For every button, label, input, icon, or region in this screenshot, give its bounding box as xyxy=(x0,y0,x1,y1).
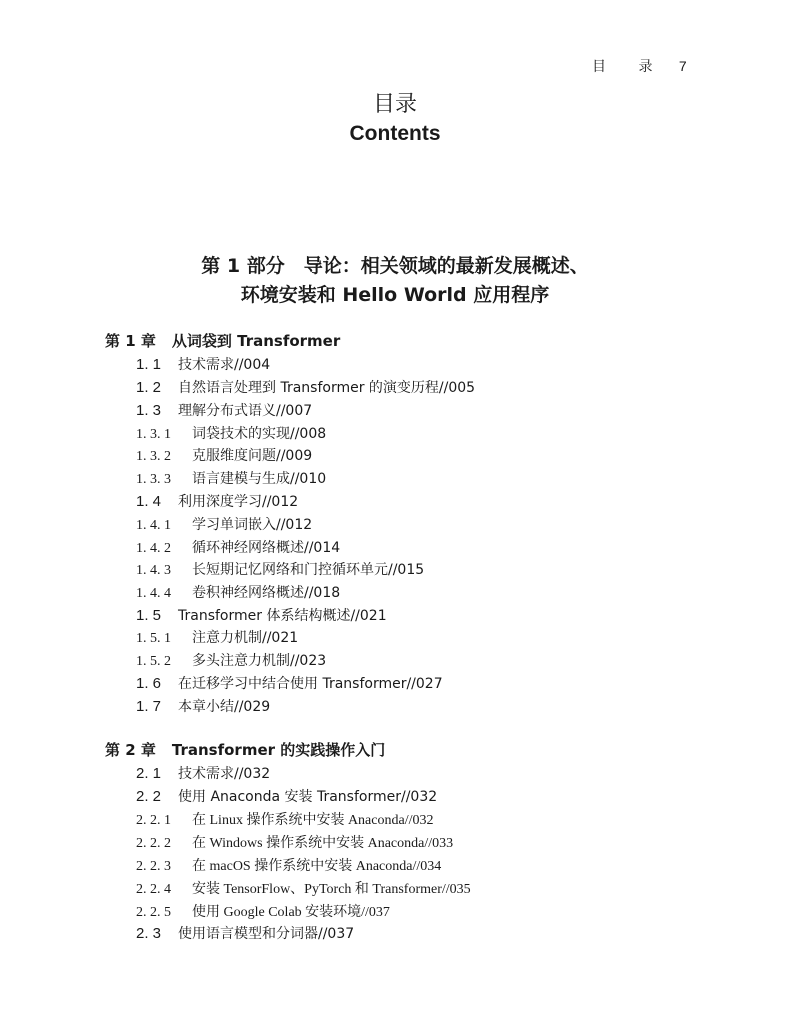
toc-entry xyxy=(136,493,298,511)
toc-entry xyxy=(136,539,340,558)
toc-entry-number: 1. 5. 1 xyxy=(136,631,171,646)
toc-entry-number: 1. 1 xyxy=(136,356,162,373)
toc-entry-number: 1. 3. 1 xyxy=(136,427,171,442)
toc-entry-number: 1. 3. 3 xyxy=(136,472,171,487)
toc-entry-title: 卷积神经网络概述//018 xyxy=(192,585,341,601)
chapter-heading xyxy=(105,740,385,760)
running-head xyxy=(592,56,687,76)
chapter-title: 从词袋到 Transformer xyxy=(171,332,341,350)
toc-entry xyxy=(136,857,441,876)
toc-entry-title: 自然语言处理到 Transformer 的演变历程//005 xyxy=(178,380,476,396)
toc-entry-title: 注意力机制//021 xyxy=(192,630,299,646)
toc-entry-number: 1. 5 xyxy=(136,607,162,624)
toc-entry-title: 理解分布式语义//007 xyxy=(178,403,313,419)
toc-entry-title: 在 Linux 操作系统中安装 Anaconda//032 xyxy=(192,813,434,828)
toc-entry-number: 1. 2 xyxy=(136,379,162,396)
toc-entry-number: 2. 2. 1 xyxy=(136,813,171,828)
toc-entry-number: 1. 6 xyxy=(136,675,162,692)
toc-entry xyxy=(136,402,312,420)
toc-entry xyxy=(136,379,475,397)
toc-entry-title: 循环神经网络概述//014 xyxy=(192,540,341,556)
toc-entry xyxy=(136,765,270,783)
toc-entry xyxy=(136,788,437,806)
toc-entry-title: 多头注意力机制//023 xyxy=(192,653,327,669)
toc-entry xyxy=(136,834,453,853)
chapter-heading xyxy=(105,331,340,351)
chapter-number: 第 1 章 xyxy=(105,332,156,350)
toc-entry-number: 1. 4. 4 xyxy=(136,586,171,601)
toc-entry-title: 本章小结//029 xyxy=(178,699,271,715)
toc-entry-title: 技术需求//004 xyxy=(178,357,271,373)
toc-entry-number: 1. 4. 3 xyxy=(136,563,171,578)
toc-entry-number: 2. 1 xyxy=(136,765,162,782)
toc-entry-title: 使用语言模型和分词器//037 xyxy=(178,926,355,942)
toc-entry-number: 1. 4 xyxy=(136,493,162,510)
toc-entry xyxy=(136,629,298,648)
toc-entry-title: 词袋技术的实现//008 xyxy=(192,426,327,442)
toc-entry-number: 2. 2. 4 xyxy=(136,882,171,897)
toc-entry xyxy=(136,516,312,535)
toc-entry xyxy=(136,652,326,671)
toc-entry-number: 2. 3 xyxy=(136,925,162,942)
toc-entry xyxy=(136,470,326,489)
toc-entry-number: 1. 7 xyxy=(136,698,162,715)
part-heading-line-2: 环境安装和 Hello World 应用程序 xyxy=(240,284,550,306)
chapter-number: 第 2 章 xyxy=(105,741,156,759)
toc-entry-title: 在 Windows 操作系统中安装 Anaconda//033 xyxy=(192,836,454,851)
chapter-title: Transformer 的实践操作入门 xyxy=(171,741,386,759)
toc-entry-number: 2. 2 xyxy=(136,788,162,805)
page-number: 7 xyxy=(678,58,687,74)
toc-entry-title: 在迁移学习中结合使用 Transformer//027 xyxy=(178,676,443,692)
part-heading xyxy=(0,252,790,310)
toc-entry-title: 技术需求//032 xyxy=(178,766,271,782)
toc-entry-title: 语言建模与生成//010 xyxy=(192,471,327,487)
toc-entry xyxy=(136,607,387,625)
toc-entry-number: 2. 2. 2 xyxy=(136,836,171,851)
toc-title: 目录 xyxy=(372,92,417,117)
toc-entry-title: 学习单词嵌入//012 xyxy=(192,517,313,533)
part-heading-line-1: 第 1 部分 导论：相关领域的最新发展概述、 xyxy=(201,255,589,277)
toc-entry-number: 1. 5. 2 xyxy=(136,654,171,669)
toc-entry xyxy=(136,811,433,830)
toc-subtitle: Contents xyxy=(349,122,441,145)
toc-entry-title: 安装 TensorFlow、PyTorch 和 Transformer//035 xyxy=(192,882,471,897)
toc-entry xyxy=(136,356,270,374)
toc-entry xyxy=(136,880,471,899)
toc-entry-number: 2. 2. 3 xyxy=(136,859,171,874)
toc-entry-title: 在 macOS 操作系统中安装 Anaconda//034 xyxy=(192,859,442,874)
toc-entry xyxy=(136,675,443,693)
toc-entry-title: 长短期记忆网络和门控循环单元//015 xyxy=(192,562,425,578)
toc-entry-number: 1. 3. 2 xyxy=(136,449,171,464)
toc-entry-title: 使用 Anaconda 安装 Transformer//032 xyxy=(178,789,438,805)
toc-entry xyxy=(136,584,340,603)
toc-entry xyxy=(136,903,390,922)
toc-entry-title: 克服维度问题//009 xyxy=(192,448,313,464)
toc-entry-title: 使用 Google Colab 安装环境//037 xyxy=(192,905,390,920)
toc-entry-number: 1. 4. 2 xyxy=(136,541,171,556)
toc-entry xyxy=(136,447,312,466)
toc-entry xyxy=(136,425,326,444)
running-head-title: 目 录 xyxy=(592,59,667,75)
toc-entry-title: Transformer 体系结构概述//021 xyxy=(178,608,387,624)
toc-entry-number: 1. 3 xyxy=(136,402,162,419)
toc-entry-number: 1. 4. 1 xyxy=(136,518,171,533)
toc-entry xyxy=(136,698,270,716)
toc-entry xyxy=(136,925,354,943)
toc-entry-title: 利用深度学习//012 xyxy=(178,494,299,510)
toc-entry xyxy=(136,561,424,580)
toc-entry-number: 2. 2. 5 xyxy=(136,905,171,920)
